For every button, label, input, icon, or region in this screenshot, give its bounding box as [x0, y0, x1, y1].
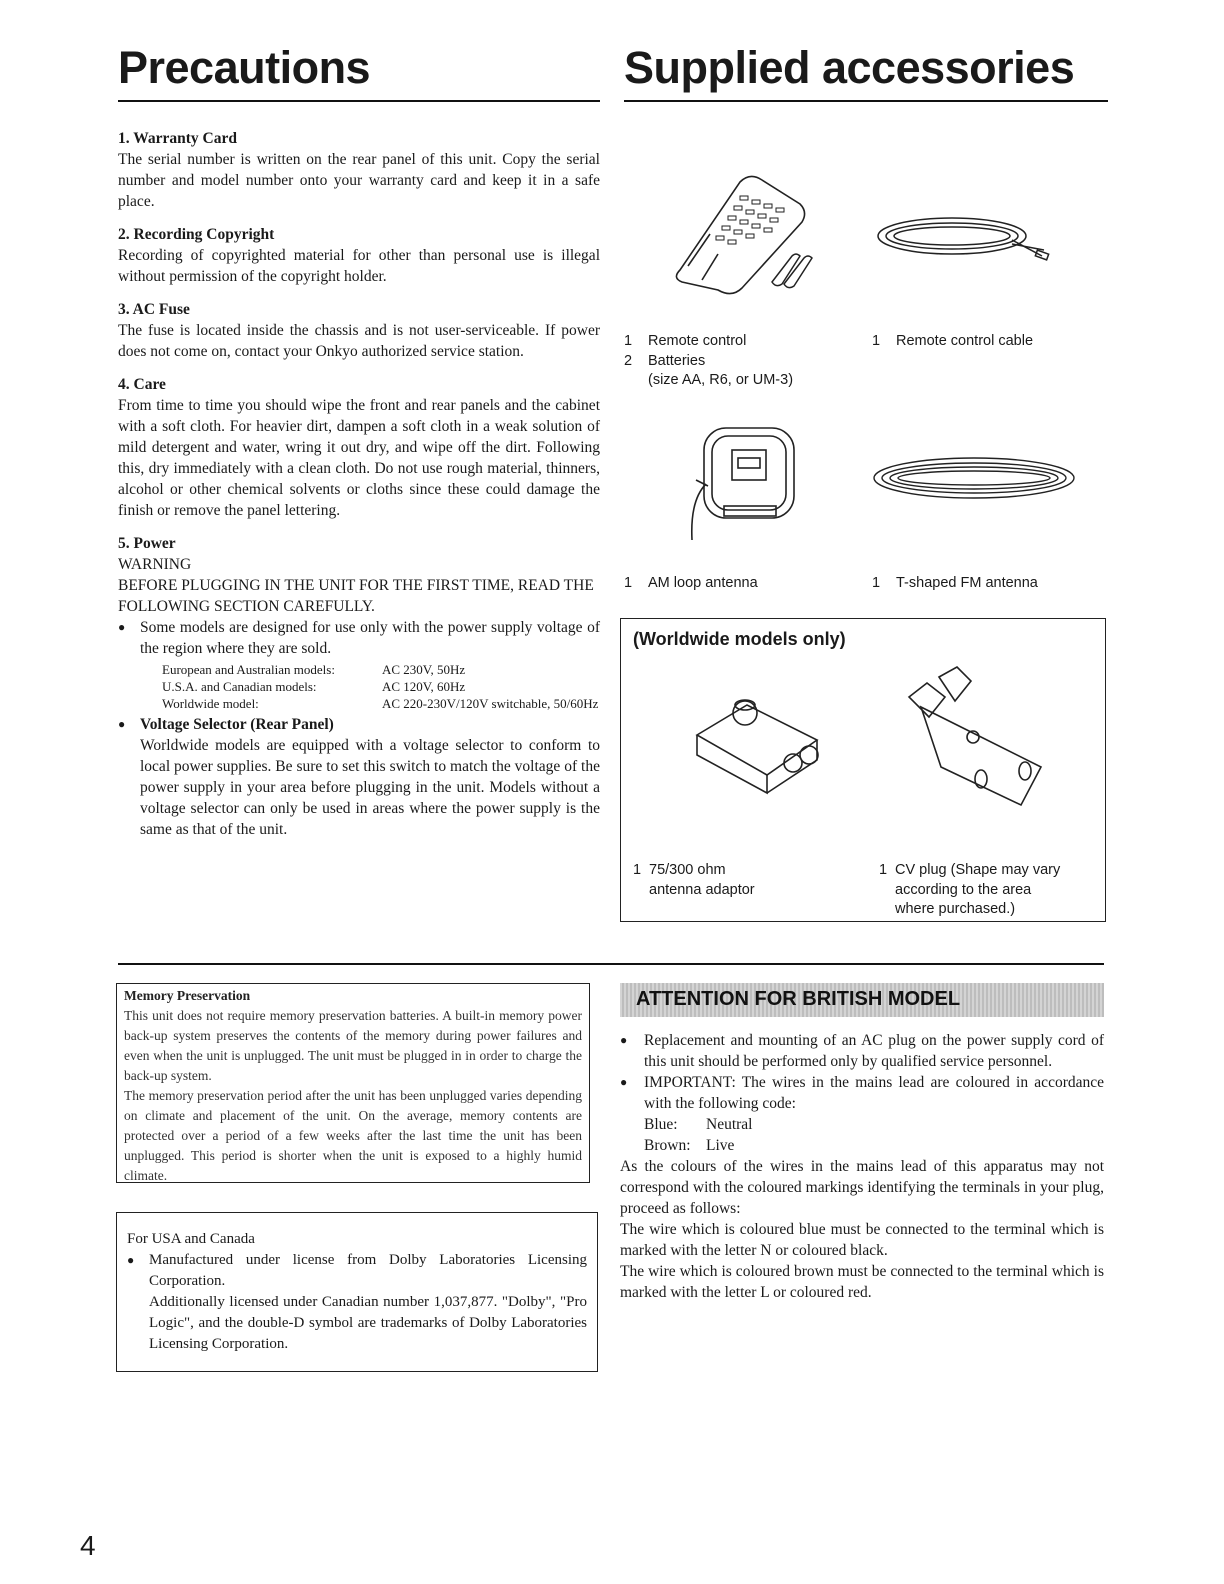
memory-text: This unit does not require memory preservation batteries. A built-in memory power back-up system preserves the contents of the memory during power failures and even when the unit is unplugged. The unit must be plugged in in order to charge the back-up system. — [124, 1008, 582, 1083]
cv-plug-illustration — [901, 667, 1051, 807]
power-bullet: ● Some models are designed for use only with the power supply voltage of the region where they are sold. — [118, 617, 600, 659]
am-loop-antenna-illustration — [680, 420, 810, 550]
label: AM loop antenna — [648, 575, 758, 591]
worldwide-title: (Worldwide models only) — [633, 629, 846, 649]
precautions-section — [118, 128, 600, 840]
voltage-value: AC 230V, 50Hz — [382, 662, 466, 677]
accessory-fm-antenna — [872, 574, 1038, 594]
wire-code-brown — [620, 1135, 1104, 1156]
british-model-banner — [620, 983, 1104, 1017]
voltage-selector-text: Worldwide models are equipped with a voltage selector to conform to local power supplies. Be sure to set this switch to match the voltage of the power supply in your area before plugging in the unit. Models without a voltage selector can only be used in areas where the power supply is the same as that of the unit. — [140, 737, 600, 838]
accessory-am-antenna — [624, 574, 758, 594]
page-number: 4 — [80, 1530, 96, 1561]
antenna-adaptor-illustration — [687, 685, 837, 795]
accessory-remote-control — [624, 332, 793, 391]
british-title: ATTENTION FOR BRITISH MODEL — [636, 988, 961, 1010]
voltage-table — [162, 661, 600, 712]
voltage-row — [162, 678, 600, 695]
remote-control-cable-illustration — [872, 210, 1052, 270]
wire-label: Blue: — [644, 1116, 678, 1133]
british-text: The wire which is coloured blue must be connected to the terminal which is marked with the letter N or coloured black. — [620, 1221, 1104, 1259]
worldwide-models-box — [620, 618, 1106, 922]
label-line2: antenna adaptor — [649, 881, 755, 898]
voltage-model: European and Australian models: — [162, 662, 335, 677]
voltage-value: AC 120V, 60Hz — [382, 679, 466, 694]
british-model-section — [620, 1030, 1104, 1303]
power-warning: WARNING — [118, 556, 192, 573]
accessory-antenna-adaptor — [633, 861, 755, 900]
right-heading-rule — [624, 100, 1108, 102]
qty: 1 — [624, 333, 633, 349]
qty: 1 — [633, 862, 642, 878]
memory-title: Memory Preservation — [124, 988, 251, 1003]
precaution-title: 2. Recording Copyright — [118, 226, 275, 243]
qty: 1 — [872, 575, 881, 591]
wire-label: Brown: — [644, 1137, 691, 1154]
power-warning-text: BEFORE PLUGGING IN THE UNIT FOR THE FIRST TIME, READ THE FOLLOWING SECTION CAREFULLY. — [118, 577, 594, 615]
label-line3: where purchased.) — [895, 901, 1016, 917]
precaution-title: 1. Warranty Card — [118, 130, 237, 147]
qty: 1 — [872, 333, 881, 349]
voltage-row — [162, 695, 600, 712]
precautions-heading: Precautions — [118, 42, 371, 93]
label: T-shaped FM antenna — [896, 575, 1038, 591]
precaution-text: The serial number is written on the rear panel of this unit. Copy the serial number and model number onto your warranty card and keep it in a safe place. — [118, 151, 600, 210]
batteries-illustration — [766, 250, 816, 290]
wire-value: Neutral — [706, 1116, 753, 1133]
label: 75/300 ohm — [649, 862, 726, 878]
precaution-title: 4. Care — [118, 376, 166, 393]
voltage-model: Worldwide model: — [162, 696, 259, 711]
label: Remote control cable — [896, 333, 1034, 349]
section-divider — [118, 963, 1104, 965]
label-line2: according to the area — [895, 881, 1032, 898]
precaution-title: 3. AC Fuse — [118, 301, 190, 318]
british-bullet: ● IMPORTANT: The wires in the mains lead are coloured in accordance with the following code: — [620, 1072, 1104, 1114]
usa-canada-box — [116, 1212, 598, 1372]
accessories-heading: Supplied accessories — [624, 42, 1075, 93]
power-title: 5. Power — [118, 535, 176, 552]
usa-title: For USA and Canada — [127, 1231, 255, 1247]
british-text: The wire which is coloured brown must be connected to the terminal which is marked with the letter L or coloured red. — [620, 1263, 1104, 1301]
label: CV plug (Shape may vary — [895, 862, 1061, 878]
voltage-model: U.S.A. and Canadian models: — [162, 679, 317, 694]
accessory-remote-cable — [872, 332, 1033, 352]
voltage-value: AC 220-230V/120V switchable, 50/60Hz — [382, 696, 599, 711]
usa-text: Additionally licensed under Canadian number 1,037,877. "Dolby", "Pro Logic", and the double-D symbol are trademarks of Dolby Laboratories Licensing Corporation. — [149, 1294, 587, 1352]
precaution-text: Recording of copyrighted material for other than personal use is illegal without permission of the copyright holder. — [118, 247, 600, 285]
left-heading-rule — [118, 100, 600, 102]
voltage-row — [162, 661, 600, 678]
label: Batteries — [648, 352, 706, 369]
usa-bullet: ● Manufactured under license from Dolby Laboratories Licensing Corporation. — [127, 1250, 587, 1292]
british-text: As the colours of the wires in the mains lead of this apparatus may not correspond with the coloured markings identifying the terminals in your plug, proceed as follows: — [620, 1158, 1104, 1217]
wire-code-blue — [620, 1114, 1104, 1135]
accessory-cv-plug — [879, 861, 1060, 920]
batteries-note: (size AA, R6, or UM-3) — [648, 372, 794, 388]
qty: 2 — [624, 352, 633, 369]
qty: 1 — [624, 575, 633, 591]
memory-preservation-box — [116, 983, 590, 1183]
voltage-selector-title: ● Voltage Selector (Rear Panel) — [118, 714, 600, 735]
precaution-text: The fuse is located inside the chassis and is not user-serviceable. If power does not come on, contact your Onkyo authorized service station. — [118, 322, 600, 360]
qty: 1 — [879, 862, 888, 878]
label: Remote control — [648, 333, 747, 349]
fm-antenna-illustration — [870, 450, 1080, 510]
memory-text: The memory preservation period after the unit has been unplugged varies depending on climate and placement of the unit. On the average, memory contents are protected over a period of a few weeks after the last time the unit has been unplugged. This period is shorter when the unit is exposed to a highly humid climate. — [124, 1088, 582, 1183]
precaution-text: From time to time you should wipe the front and rear panels and the cabinet with a soft cloth. For heavier dirt, dampen a soft cloth in a weak solution of mild detergent and water, wring it out dry, and wipe off the dirt. Following this, dry immediately with a clean cloth. Do not use rough material, thinners, alcohol or other chemical solvents or cloths since these could damage the finish or remove the panel lettering. — [118, 397, 600, 519]
british-bullet: ● Replacement and mounting of an AC plug on the power supply cord of this unit should be performed only by qualified service personnel. — [620, 1030, 1104, 1072]
wire-value: Live — [706, 1137, 735, 1154]
